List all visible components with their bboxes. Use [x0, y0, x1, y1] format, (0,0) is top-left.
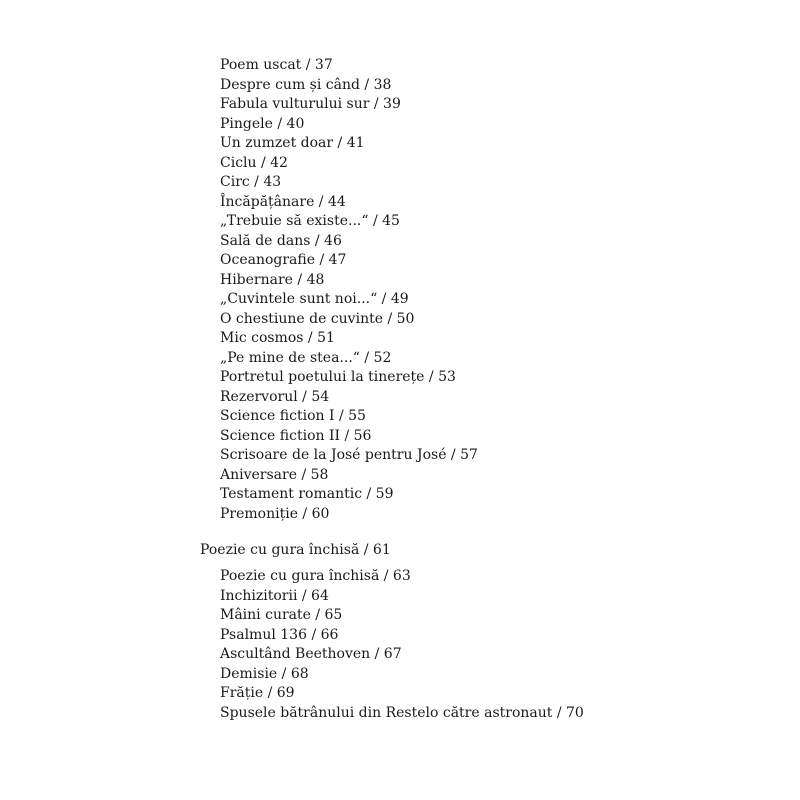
toc-entry: Poezie cu gura închisă / 63 [220, 568, 411, 584]
toc-entry: Testament romantic / 59 [220, 486, 394, 502]
toc-entry: Spusele bătrânului din Restelo către astronaut / 70 [220, 704, 584, 721]
toc-entry: Încăpățânare / 44 [220, 193, 346, 210]
toc-entry: Ciclu / 42 [220, 154, 288, 171]
toc-entry: Circ / 43 [220, 174, 282, 190]
toc-entry: Pingele / 40 [220, 115, 305, 132]
toc-entry: Scrisoare de la José pentru José / 57 [220, 447, 478, 463]
toc-entry: Portretul poetului la tinerețe / 53 [220, 369, 456, 385]
toc-entry: O chestiune de cuvinte / 50 [220, 310, 415, 327]
toc-entry: Oceanografie / 47 [220, 252, 347, 268]
toc-entry: Frăție / 69 [220, 685, 295, 701]
toc-entry: Despre cum și când / 38 [220, 76, 392, 93]
toc-entry: „Trebuie să existe...“ / 45 [220, 213, 400, 229]
toc-entry: Aniversare / 58 [220, 466, 329, 483]
toc-entry: Un zumzet doar / 41 [220, 135, 365, 151]
toc-entry: Premoniție / 60 [220, 505, 330, 522]
toc-entry: Mic cosmos / 51 [220, 330, 335, 346]
toc-entry: Psalmul 136 / 66 [220, 626, 339, 643]
toc-entry: Science fiction II / 56 [220, 427, 372, 444]
toc-entry: „Cuvintele sunt noi...“ / 49 [220, 291, 409, 307]
toc-entry: Demisie / 68 [220, 665, 309, 682]
toc-group-poems-b [220, 567, 584, 723]
toc-entry: Rezervorul / 54 [220, 388, 330, 405]
toc-entry: Sală de dans / 46 [220, 232, 342, 249]
toc-entry: „Pe mine de stea...“ / 52 [220, 349, 392, 366]
toc-entry: Poem uscat / 37 [220, 57, 333, 73]
toc-section-heading: Poezie cu gura închisă / 61 [200, 542, 391, 558]
toc-group-poems-a [220, 56, 478, 524]
toc-entry: Science fiction I / 55 [220, 408, 366, 424]
toc-entry: Ascultând Beethoven / 67 [220, 646, 402, 662]
toc-entry: Inchizitorii / 64 [220, 587, 329, 604]
toc-entry: Mâini curate / 65 [220, 607, 343, 623]
toc-entry: Hibernare / 48 [220, 271, 325, 288]
toc-entry: Fabula vulturului sur / 39 [220, 96, 401, 112]
